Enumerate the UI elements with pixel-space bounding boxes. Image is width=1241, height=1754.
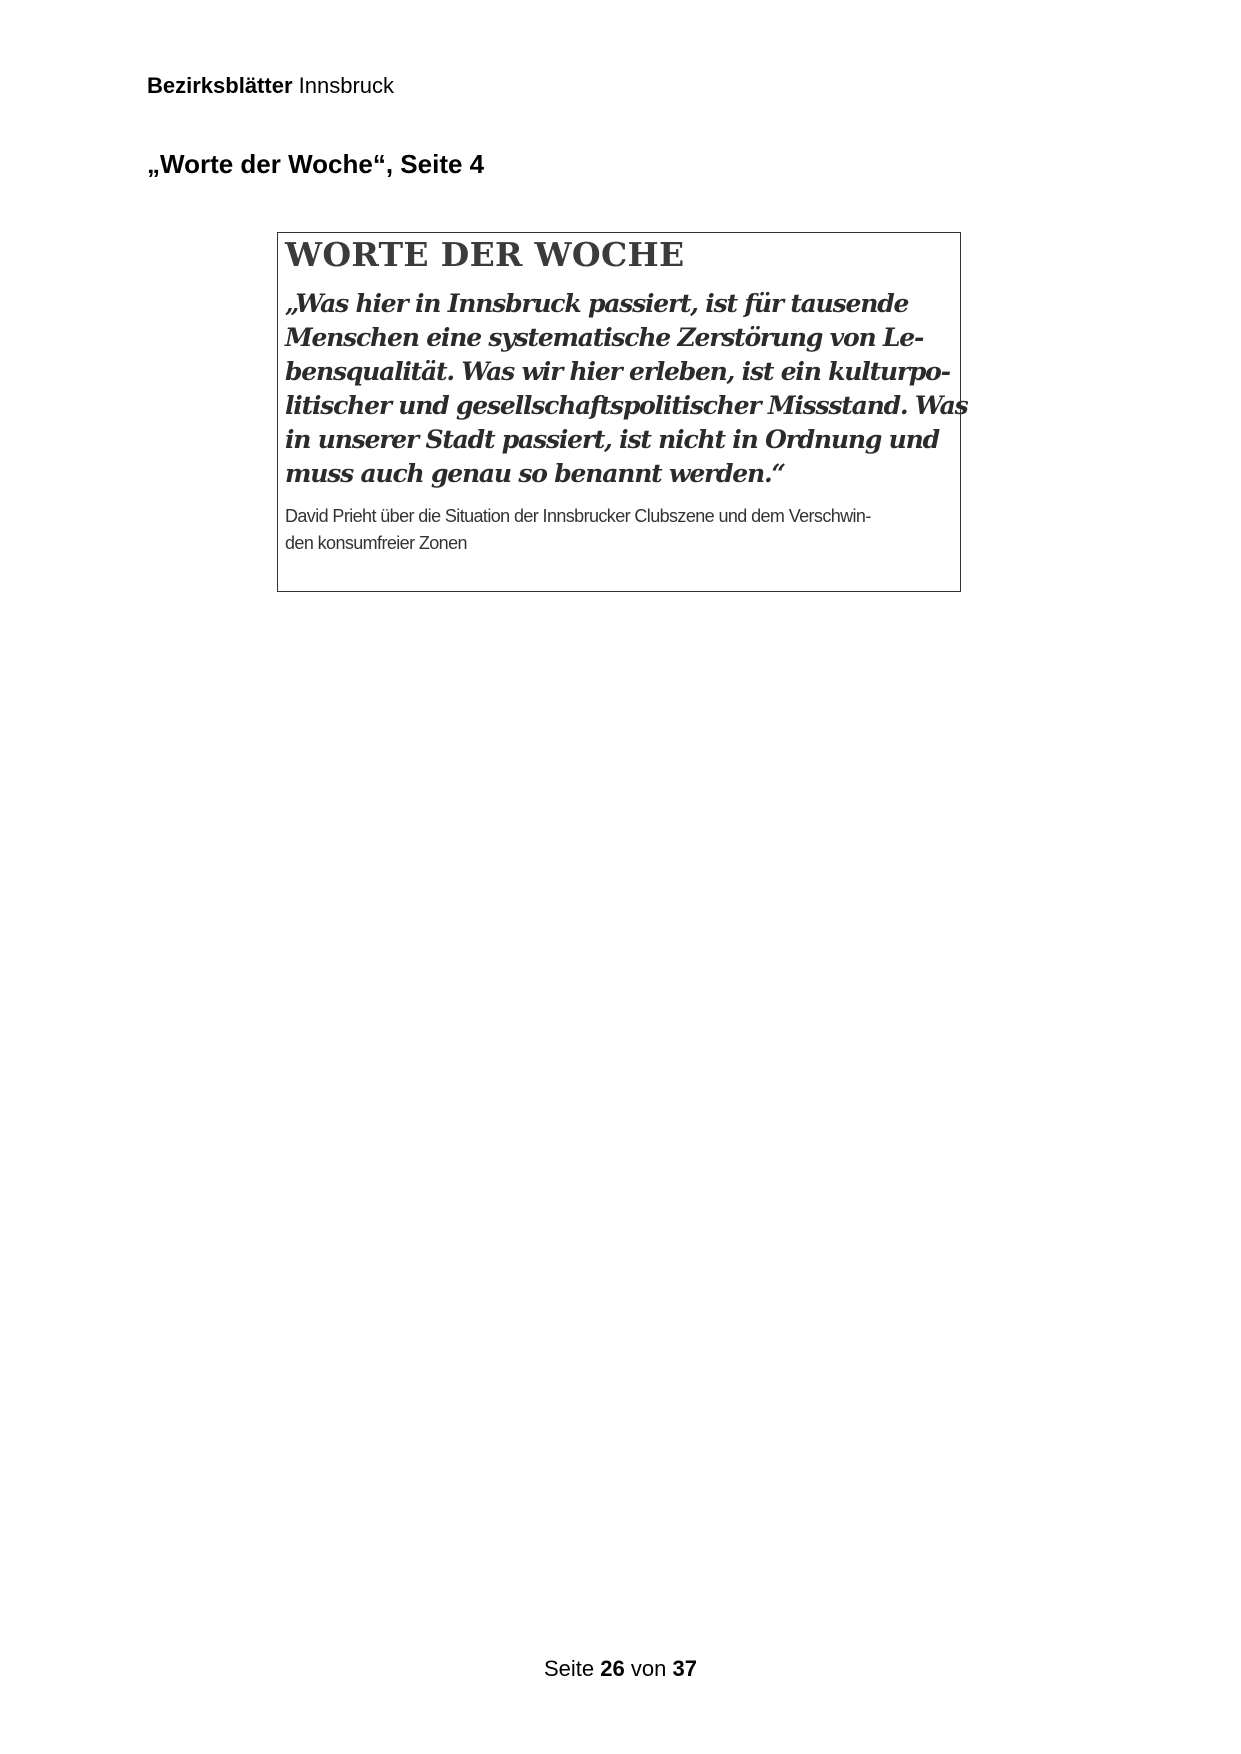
newspaper-name: Bezirksblätter [147, 73, 293, 98]
source-line [147, 72, 394, 100]
quote-line: litischer und gesellschaftspolitischer Missstand. Was [285, 391, 968, 420]
quote-line: Menschen eine systematische Zerstörung von Le- [285, 323, 924, 352]
clipping-heading: WORTE DER WOCHE [285, 235, 685, 274]
current-page-number: 26 [600, 1656, 625, 1681]
page-separator: von [630, 1656, 667, 1681]
newspaper-location: Innsbruck [298, 73, 395, 98]
page-label: Seite [544, 1656, 595, 1681]
page-footer [0, 1655, 1241, 1683]
caption-line: den konsumfreier Zonen [285, 533, 467, 553]
quote-line: muss auch genau so benannt werden.“ [285, 459, 785, 488]
total-page-count: 37 [672, 1656, 697, 1681]
quote-line: bensqualität. Was wir hier erleben, ist ein kulturpo- [285, 357, 950, 386]
quote-line: in unserer Stadt passiert, ist nicht in Ordnung und [285, 425, 939, 454]
clipping-caption [285, 503, 954, 557]
caption-line: David Prieht über die Situation der Innsbrucker Clubszene und dem Verschwin- [285, 506, 871, 526]
quote-line: „Was hier in Innsbruck passiert, ist für tausende [285, 289, 909, 318]
clipping-quote [285, 287, 968, 491]
article-title: „Worte der Woche“, Seite 4 [147, 149, 485, 179]
newspaper-clipping [277, 232, 968, 592]
